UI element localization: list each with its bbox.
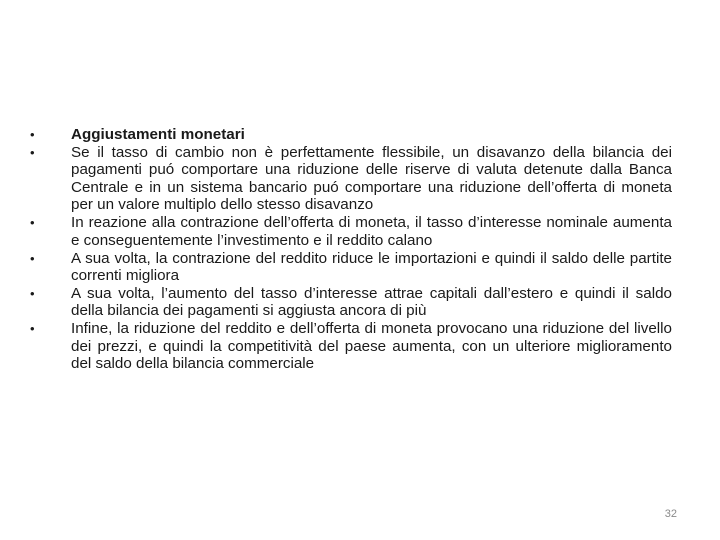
bullet-text: A sua volta, l’aumento del tasso d’interesse attrae capitali dall’estero e quindi il saldo della bilancia dei pagamenti si aggiusta ancora di più — [71, 285, 672, 320]
bullet-text: A sua volta, la contrazione del reddito riduce le importazioni e quindi il saldo delle partite correnti migliora — [71, 249, 672, 285]
bullet-text: Infine, la riduzione del reddito e dell’offerta di moneta provocano una riduzione del livello dei prezzi, e quindi la competitività del paese aumenta, con un ulteriore miglioramento del saldo della bilancia commerciale — [71, 320, 672, 373]
bullet-marker: • — [30, 215, 35, 231]
bullet-item-heading — [30, 126, 672, 143]
bullet-item — [30, 320, 672, 372]
bullet-text: Se il tasso di cambio non è perfettamente flessibile, un disavanzo della bilancia dei pagamenti puó comportare una riduzione delle riserve di valuta detenute dalla Banca Centrale e in un sistema bancario puó comportare una riduzione dell’offerta di moneta per un valore multiplo dello stesso disavanzo — [71, 144, 672, 214]
page-number: 32 — [664, 508, 677, 520]
bullet-marker: • — [30, 321, 35, 337]
bullet-marker: • — [30, 127, 35, 142]
bullet-marker: • — [30, 286, 35, 302]
bullet-marker: • — [30, 250, 35, 266]
bullet-text: In reazione alla contrazione dell’offerta di moneta, il tasso d’interesse nominale aumenta e conseguentemente l’investimento e il reddito calano — [71, 214, 672, 249]
bullet-text: Aggiustamenti monetari — [71, 126, 245, 143]
bullet-item — [30, 214, 672, 249]
bullet-item — [30, 285, 672, 320]
bullet-list — [30, 126, 672, 373]
bullet-marker: • — [30, 145, 35, 160]
bullet-item — [30, 144, 672, 214]
bullet-item — [30, 250, 672, 285]
